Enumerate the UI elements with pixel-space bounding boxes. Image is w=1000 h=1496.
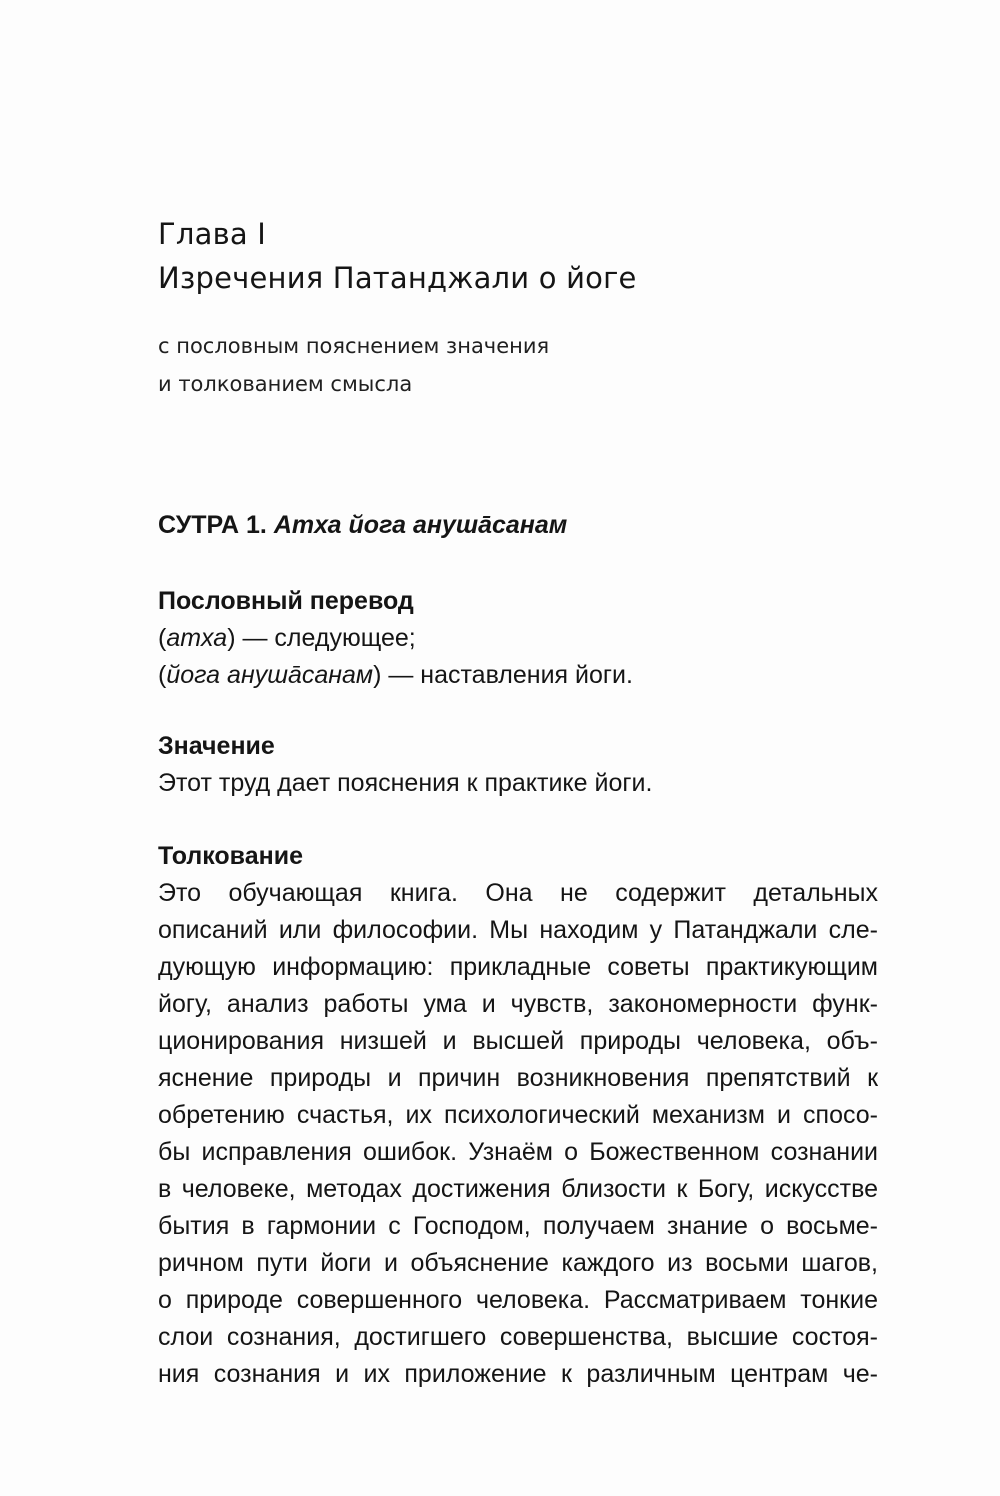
commentary-line: обретению счастья, их психологический механизм и спосо- bbox=[158, 1101, 878, 1129]
commentary-line: ричном пути йоги и объяснение каждого из восьми шагов, bbox=[158, 1249, 878, 1277]
commentary-line: бытия в гармонии с Господом, получаем знание о восьме- bbox=[158, 1212, 878, 1240]
commentary-line: в человеке, методах достижения близости к Богу, искусстве bbox=[158, 1175, 878, 1203]
literal-term: атха bbox=[166, 624, 228, 652]
commentary-section bbox=[158, 838, 878, 1393]
commentary-line: о природе совершенного человека. Рассматриваем тонкие bbox=[158, 1286, 878, 1314]
literal-translation-item: (йога анушāсанам) — наставления йоги. bbox=[158, 661, 633, 689]
chapter-title: Изречения Патанджали о йоге bbox=[158, 261, 637, 295]
meaning-heading: Значение bbox=[158, 732, 275, 760]
commentary-line: ния сознания и их приложение к различным центрам че- bbox=[158, 1360, 878, 1388]
commentary-heading: Толкование bbox=[158, 842, 303, 870]
commentary-line: Это обучающая книга. Она не содержит детальных bbox=[158, 879, 878, 907]
chapter-subtitle-line-2: и толкованием смысла bbox=[158, 372, 413, 396]
commentary-line: слои сознания, достигшего совершенства, высшие состоя- bbox=[158, 1323, 878, 1351]
literal-gloss: — следующее; bbox=[242, 624, 416, 652]
sutra-title bbox=[158, 507, 878, 544]
literal-translation-section bbox=[158, 583, 878, 694]
chapter-subtitle bbox=[158, 327, 549, 403]
meaning-text: Этот труд дает пояснения к практике йоги. bbox=[158, 769, 653, 797]
sutra-transliteration: Атха йога анушāсанам bbox=[273, 511, 568, 539]
literal-gloss: — наставления йоги. bbox=[388, 661, 633, 689]
sutra-label: СУТРА 1. bbox=[158, 511, 267, 539]
chapter-heading bbox=[158, 212, 637, 300]
commentary-line: йогу, анализ работы ума и чувств, закономерности функ- bbox=[158, 990, 878, 1018]
chapter-subtitle-line-1: с пословным пояснением значения bbox=[158, 334, 550, 358]
literal-translation-heading: Пословный перевод bbox=[158, 587, 414, 615]
chapter-number: Глава I bbox=[158, 217, 267, 251]
commentary-line: описаний или философии. Мы находим у Патанджали сле- bbox=[158, 916, 878, 944]
literal-translation-item: (атха) — следующее; bbox=[158, 624, 416, 652]
commentary-line: бы исправления ошибок. Узнаём о Божественном сознании bbox=[158, 1138, 878, 1166]
meaning-section bbox=[158, 728, 878, 802]
commentary-line: яснение природы и причин возникновения препятствий к bbox=[158, 1064, 878, 1092]
literal-term: йога анушāсанам bbox=[166, 661, 374, 689]
commentary-line: дующую информацию: прикладные советы практикующим bbox=[158, 953, 878, 981]
commentary-line: ционирования низшей и высшей природы человека, объ- bbox=[158, 1027, 878, 1055]
commentary-paragraph bbox=[158, 875, 878, 1393]
